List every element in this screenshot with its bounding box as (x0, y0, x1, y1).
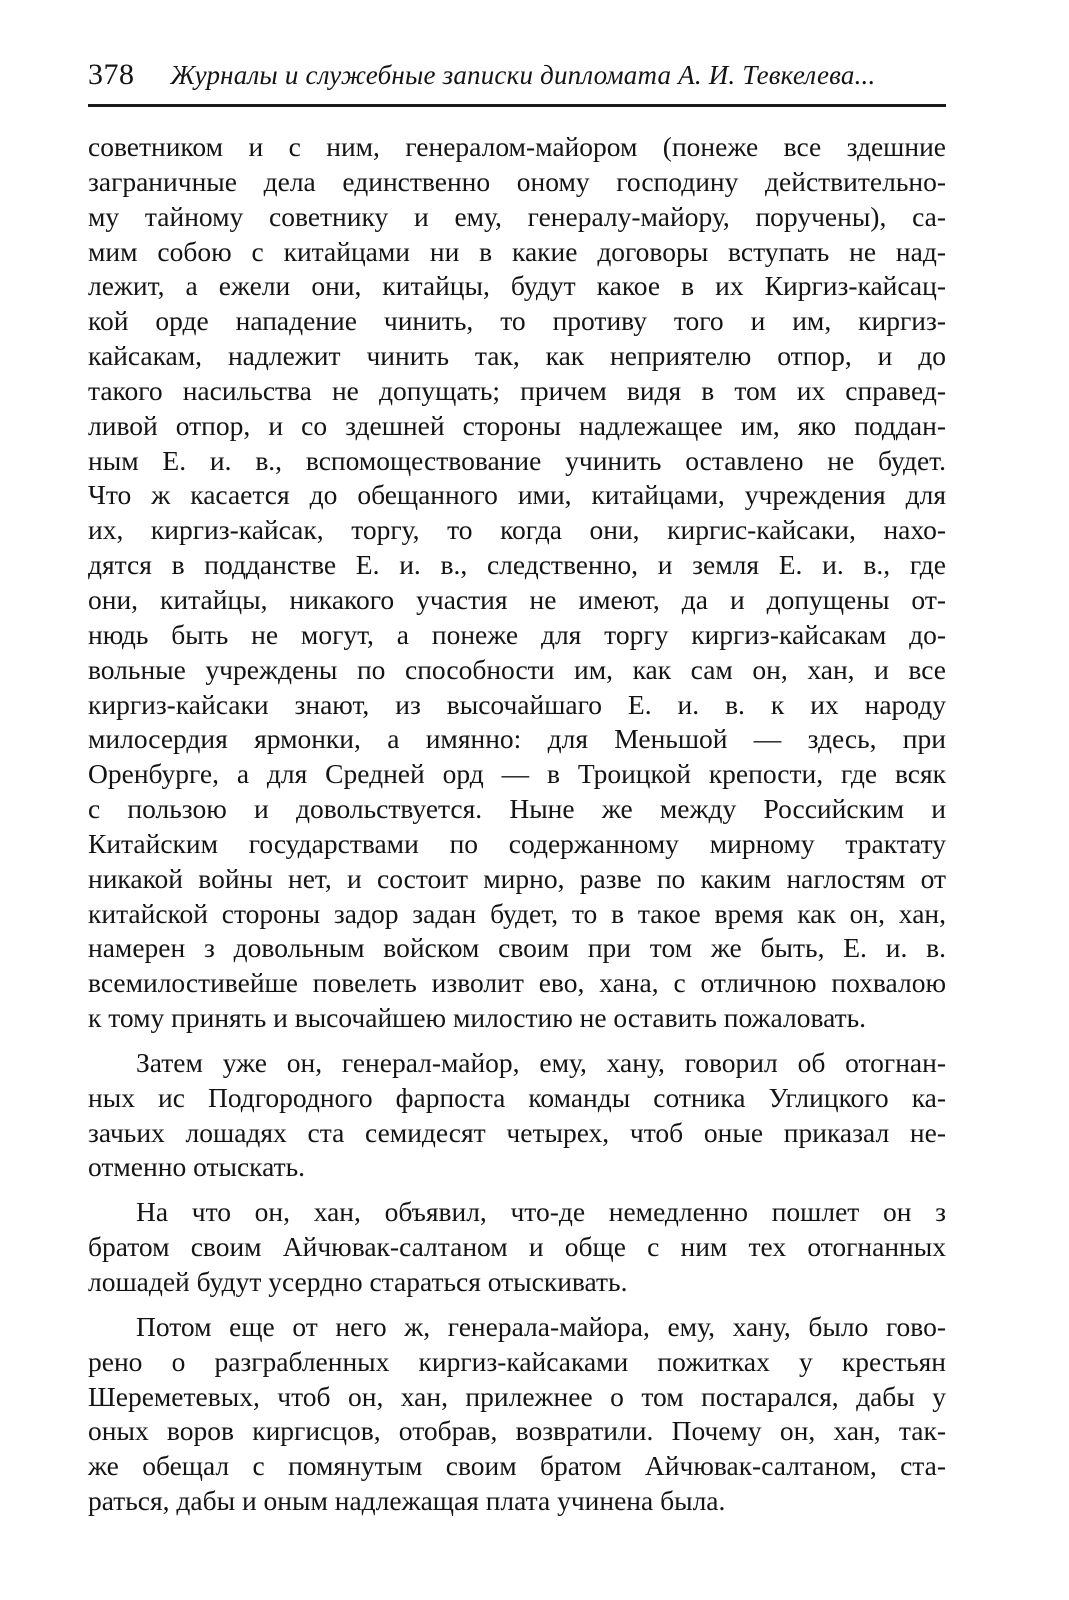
text-line: они, китайцы, никакого участия не имеют, да и допущены от- (88, 583, 946, 615)
header-rule (88, 104, 946, 107)
text-line: кой орде нападение чинить, то противу того и им, киргиз- (88, 305, 946, 337)
text-line: вольные учреждены по способности им, как сам он, хан, и все (88, 653, 946, 685)
text-body (88, 130, 946, 1519)
text-line: братом своим Айчювак-салтаном и обще с ним тех отогнанных (88, 1231, 946, 1263)
text-line: никакой войны нет, и состоит мирно, разве по каким наглостям от (88, 862, 946, 894)
text-line: зачьих лошадях ста семидесят четырех, чтоб оные приказал не- (88, 1116, 946, 1148)
text-line: с пользою и довольствуется. Ныне же между Российским и (88, 793, 946, 825)
text-line: ным Е. и. в., вспомоществование учинить оставлено не будет. (88, 444, 946, 476)
text-line: же обещал с помянутым своим братом Айчювак-салтаном, ста- (88, 1450, 946, 1482)
text-line: рено о разграбленных киргиз-кайсаками пожитках у крестьян (88, 1345, 946, 1377)
text-line: раться, дабы и оным надлежащая плата учинена была. (88, 1485, 726, 1517)
text-line: такого насильства не допущать; причем видя в том их справед- (88, 374, 946, 406)
paragraph (88, 1195, 946, 1300)
text-line: нюдь быть не могут, а понеже для торгу киргиз-кайсакам до- (88, 618, 946, 650)
paragraph (88, 1046, 946, 1185)
paragraph (88, 130, 946, 1036)
text-line: китайской стороны задор задан будет, то в такое время как он, хан, (88, 897, 946, 929)
text-line: мим собою с китайцами ни в какие договоры вступать не над- (88, 235, 946, 267)
text-line: советником и с ним, генералом-майором (понеже все здешние (88, 131, 946, 162)
text-line: ных ис Подгородного фарпоста команды сотника Углицкого ка- (88, 1081, 946, 1113)
text-line: На что он, хан, объявил, что-де немедленно пошлет он з (136, 1196, 946, 1228)
text-line: Что ж касается до обещанного ими, китайцами, учреждения для (88, 479, 946, 511)
page-number: 378 (88, 58, 135, 91)
text-line: Потом еще от него ж, генерала-майора, ему, хану, было гово- (136, 1310, 946, 1342)
text-line: киргиз-кайсаки знают, из высочайшаго Е. и. в. к их народу (88, 688, 946, 720)
text-line: милосердия ярмонки, а имянно: для Меньшой — здесь, при (88, 723, 946, 755)
text-line: Оренбурге, а для Средней орд — в Троицкой крепости, где всяк (88, 758, 946, 790)
paragraph-gap (88, 1300, 946, 1310)
text-line: оных воров киргисцов, отобрав, возвратили. Почему он, хан, так- (88, 1415, 946, 1447)
paragraph-gap (88, 1036, 946, 1046)
text-line: Китайским государствами по содержанному мирному трактату (88, 827, 946, 859)
text-line: му тайному советнику и ему, генералу-майору, поручены), са- (88, 200, 946, 232)
paragraph-gap (88, 1185, 946, 1195)
text-line: отменно отыскать. (88, 1151, 306, 1183)
running-title: Журналы и служебные записки дипломата А. И. Тевкелева... (170, 60, 876, 90)
text-line: кайсакам, надлежит чинить так, как неприятелю отпор, и до (88, 340, 946, 372)
paragraph (88, 1310, 946, 1519)
text-line: ливой отпор, и со здешней стороны надлежащее им, яко поддан- (88, 409, 946, 441)
text-line: намерен з довольным войском своим при том же быть, Е. и. в. (88, 932, 946, 964)
text-line: дятся в подданстве Е. и. в., следственно, и земля Е. и. в., где (88, 549, 946, 581)
text-line: лошадей будут усердно стараться отыскивать. (88, 1266, 628, 1297)
text-line: Шереметевых, чтоб он, хан, прилежнее о том постарался, дабы у (88, 1380, 946, 1412)
running-head (88, 58, 946, 98)
text-line: заграничные дела единственно оному господину действительно- (88, 165, 946, 197)
text-line: всемилостивейше повелеть изволит ево, хана, с отличною похвалою (88, 967, 946, 999)
text-line: к тому принять и высочайшею милостию не оставить пожаловать. (88, 1002, 867, 1034)
text-line: их, киргиз-кайсак, торгу, то когда они, киргис-кайсаки, нахо- (88, 514, 946, 546)
text-line: лежит, а ежели они, китайцы, будут какое в их Киргиз-кайсац- (88, 270, 946, 302)
text-line: Затем уже он, генерал-майор, ему, хану, говорил об отогнан- (136, 1046, 946, 1078)
